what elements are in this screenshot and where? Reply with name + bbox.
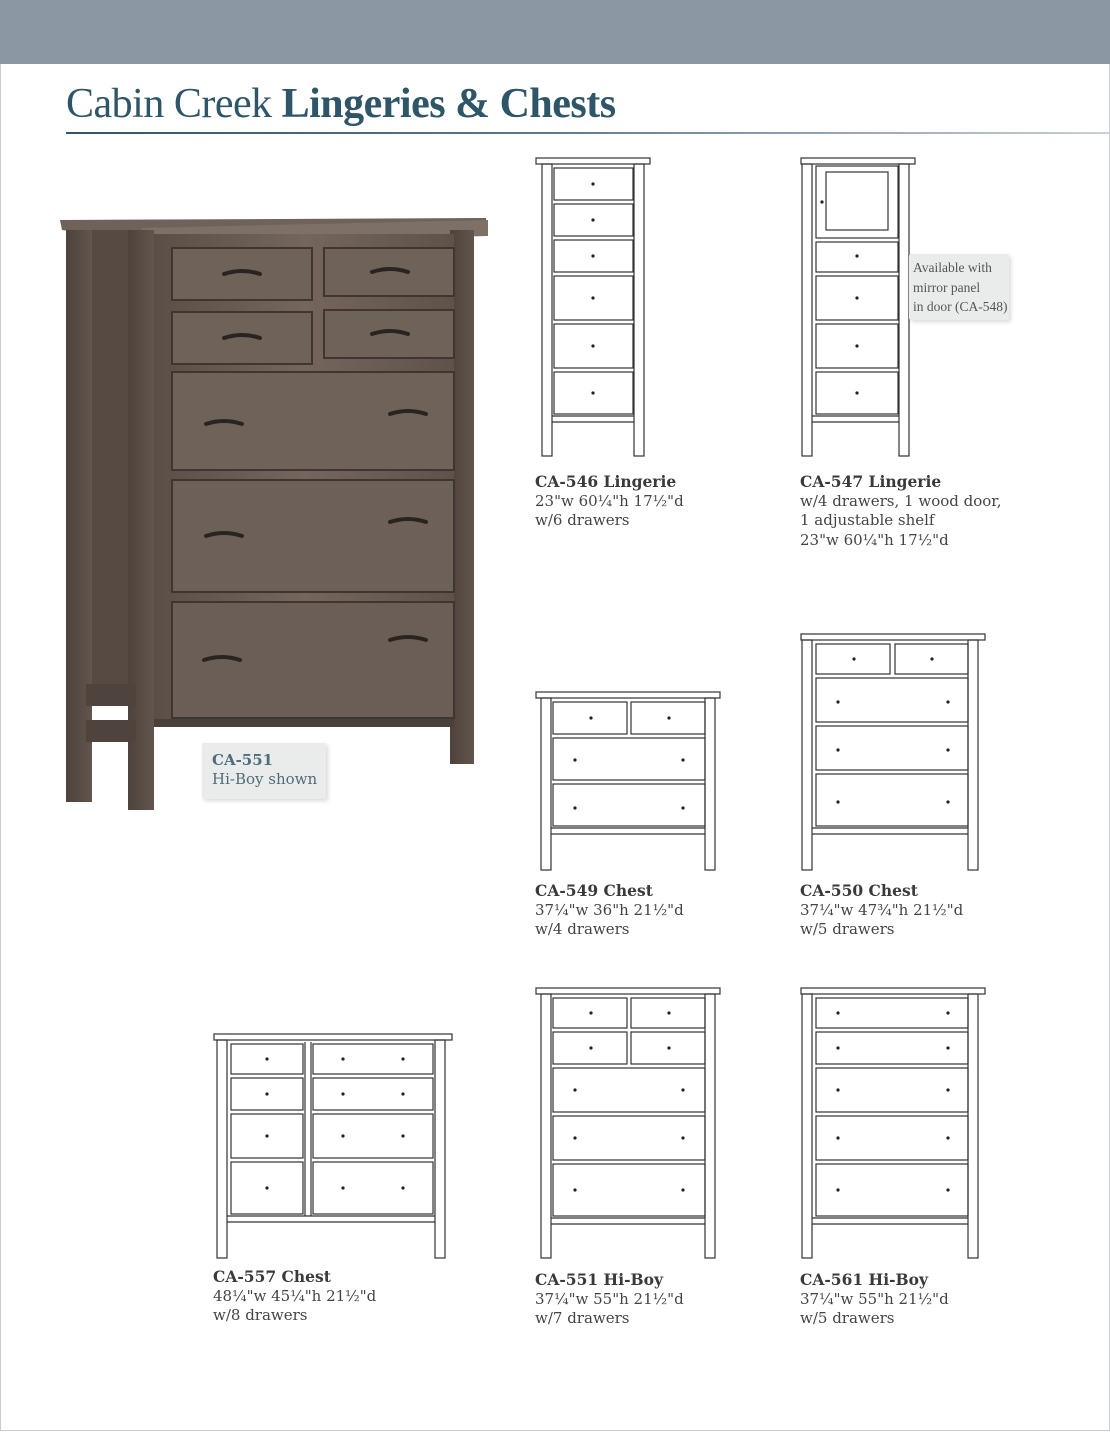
- title-light: Cabin Creek: [66, 81, 272, 127]
- lingerie-546-drawing: [535, 156, 653, 458]
- caption-ca-549: [535, 881, 684, 940]
- product-spec: w/4 drawers: [535, 920, 630, 938]
- callout-line: Available with: [913, 260, 992, 275]
- photo-drawers: [172, 248, 454, 718]
- hiboy-551-drawing: [535, 986, 723, 1260]
- page-title: [66, 80, 616, 128]
- product-spec: 48¼"w 45¼"h 21½"d: [213, 1286, 377, 1305]
- product-spec: w/6 drawers: [535, 511, 630, 529]
- caption-ca-557: [213, 1267, 376, 1326]
- featured-label: Hi-Boy shown: [212, 770, 318, 788]
- featured-badge: [202, 743, 326, 799]
- product-name: CA-557 Chest: [213, 1267, 331, 1286]
- caption-ca-551: [535, 1270, 684, 1329]
- product-name: CA-550 Chest: [800, 881, 918, 900]
- product-spec: w/7 drawers: [535, 1309, 630, 1327]
- product-spec: 37¼"w 47¾"h 21½"d: [800, 900, 964, 919]
- product-spec: 23"w 60¼"h 17½"d: [800, 530, 949, 549]
- chest-550-drawing: [800, 632, 988, 872]
- callout-line: mirror panel: [913, 279, 981, 295]
- product-spec: 37¼"w 36"h 21½"d: [535, 900, 684, 919]
- product-name: CA-547 Lingerie: [800, 472, 942, 491]
- product-spec: 37¼"w 55"h 21½"d: [535, 1289, 684, 1308]
- product-name: CA-546 Lingerie: [535, 472, 677, 491]
- mirror-callout: [909, 254, 1009, 320]
- product-spec: 1 adjustable shelf: [800, 511, 935, 529]
- chest-557-drawing: [213, 1032, 455, 1260]
- product-spec: w/8 drawers: [213, 1306, 308, 1324]
- caption-ca-550: [800, 881, 963, 940]
- product-name: CA-549 Chest: [535, 881, 653, 900]
- product-name: CA-551 Hi-Boy: [535, 1270, 663, 1289]
- lingerie-547-drawing: [800, 156, 918, 458]
- hiboy-photo: [56, 214, 496, 814]
- product-spec: w/5 drawers: [800, 920, 895, 938]
- product-spec: 23"w 60¼"h 17½"d: [535, 491, 684, 510]
- product-spec: w/5 drawers: [800, 1309, 895, 1327]
- product-spec: 37¼"w 55"h 21½"d: [800, 1289, 949, 1308]
- caption-ca-561: [800, 1270, 949, 1329]
- product-name: CA-561 Hi-Boy: [800, 1270, 928, 1289]
- caption-ca-547: [800, 472, 1002, 550]
- callout-line: in door (CA-548): [913, 299, 1008, 314]
- title-rule: [66, 132, 1110, 134]
- header-bar: [0, 0, 1110, 64]
- chest-549-drawing: [535, 690, 723, 872]
- product-spec: w/4 drawers, 1 wood door,: [800, 491, 1002, 510]
- title-bold: Lingeries & Chests: [281, 81, 616, 127]
- featured-code: CA-551: [212, 751, 274, 769]
- caption-ca-546: [535, 472, 684, 531]
- hiboy-561-drawing: [800, 986, 988, 1260]
